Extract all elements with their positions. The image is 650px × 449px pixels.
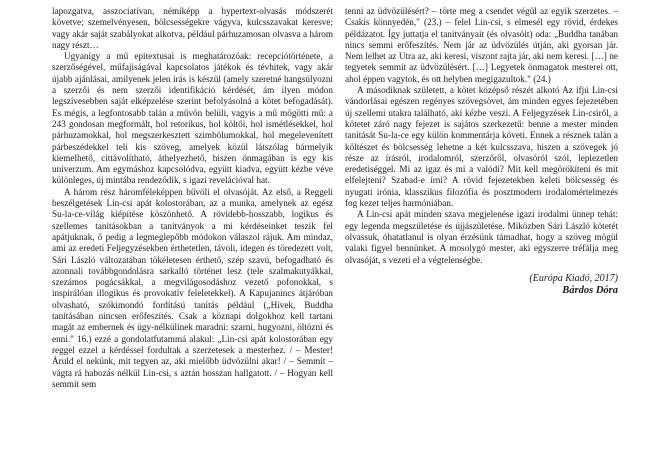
- right-column: [345, 6, 618, 297]
- paragraph: lapozgatva, asszociatívan, némiképp a hypertext-olvasás módszerét követve; szemelvényesen, bölcsességekre vágyva, kulcsszavakat keresve; vagy akár saját szabályokat alkotva, például párhuzamosan olvasva a három nagy részt…: [52, 6, 333, 50]
- paragraph: Ugyanígy a mű epitextusai is meghatározóak: recepciótörténete, a szerzőségével, műfajiságával kapcsolatos játékok és tévhitek, vagy akár újabb ajánlásai, amilyenek jelen írás is készül (amely szeretné hangsúlyozni a szerzői és nem szerzői identifikáció kérdését, ám ilyen módon legszívesebben saját elképzelése szerint befolyásolná a kötet befogadását). Es mégis, a legfontosabb talán a művön belüli, vagyis a mű mögötti mű: a 243 gondosan megformált, hol retorikus, hol költői, hol ismétlésekkel, hol párhuzamokkal, hol megszerkesztett szimbólumokkal, hol megelevenített párbeszédekkel teli kis szöveg, amelyek közül látszólag bármelyik kiemelhető, cittávolítható, áthelyezhető, hiszen önmagában is egy kis univerzum. Am egymáshoz kapcsolódva, együtt kiadva, együtt kézbe véve különleges, új mintába rendeződik, s igazi revelációval hat.: [52, 51, 333, 186]
- paragraph: A másodiknak született, a kötet középső részét alkotó Az ifjú Lin-csi vándorlásai egészen regényes szövegsövet, ám minden egyes fejezetében új szellemi utakra található, akí kézbe veszi. A Feljegyzések Lin-csiről, a kötetet záró nagy fejezet is sajátos szerkezetű: benne a mester minden tanítását Su-la-ce egy külön kommentárja követi. Ennek a résznek talán a költészet és bölcsesség lehetne a két kulcsszava, hiszen a szövegek jó része az írásról, irodalomról, szerzőről, olvasóról szól, leplezetlen eredetiséggel. Mi az igaz és mi a valódi? Mit kell megörökíteni és mit elfelejteni? Szabad-e írni? A rövid fejezetekben keleti bölcsesség és nyugati irónia, klasszikus filozófia és posztmodern irodalomértelmezés fog kezet teljes harmóniában.: [345, 85, 618, 209]
- left-column: [52, 6, 333, 390]
- paragraph: A három rész háromféleképpen bűvöli el olvasóját. Az első, a Reggeli beszélgetések Lin-csi apát kolostorában, az a munka, amelynek az egész Su-la-ce-világ kiépítése köszönhető. A rövidebb-hosszabb, logikus és szellemes tanításokban a tanítványok a mi kérdéseinket teszik fel apátjuknak, ő pedig a legmeglepőbb módokon válaszol rájuk. Am mindaz, ami az eredeti Feljegyzésekben érthetetlen, távoli, idegen és töredezett volt, Sári László változatában tökéletesen érthető, szép szavú, befogadható és azonnali továbbgondolásra sarkalló történet lesz (tele szalmakutyákkal, szezámos pogácsákkal, a megvilágosodáshoz vezető pofonokkal, s inspirálóan illogikus és provokatív feleletekkel). A Kapujanincs átjáróban olvasható, szókimondó fordítású tanítás például („Hívek, Buddha tanításában nincsen erőfeszítés. Csak a köznapi dolgokhoz kell tartani magát az embernek és ügy-nélkülinek maradni: szarni, hugyozni, öltözni és enni." 16.) ezzé a gondolatfutammá alakul: „Lin-csi apát kolostorában egy reggel ezzel a kérdéssel fordultak a szerzetesek a mesterhez. / – Mester! Áruld el nekünk, mit tegyen az, aki mielőbb üdvözülni akar! / – Semmit – vágta rá habozás nélkül Lin-csi, s aztán hosszan hallgatott. / – Hogyan kell semmit sem: [52, 186, 333, 389]
- paragraph: tenni az üdvözülésért? – törte meg a csendet végül az egyik szerzetes. – Csakis könnyedén," (23.) – felel Lin-csi, s elmesél egy rövid, érdekes példázatot. Így juttatja el tanítványait (és olvasóit) oda: „Buddha tanában nincs semmi erőfeszítés. Nem jár az üdvözülés útján, aki gyorsan jár. Nem lelhet az Utra az, aki keresi, viszont rajta jár, aki nem keresi. […] ne tegyetek semmit az üdvözülésért. […] Legyetek önmagatok mesterei ott, ahol éppen vagytok, és ott helyben megigazultok." (24.): [345, 6, 618, 84]
- publisher-line: (Európa Kiadó, 2017): [529, 272, 618, 284]
- author-name: Bárdos Dóra: [562, 284, 618, 296]
- paragraph: A Lin-csi apát minden szava megjelenése igazi irodalmi ünnep tehát: egy legenda megszületése és újjászületése. Miközben Sári László kötetét olvassuk, óhatatlanul is olyan érzésünk támadhat, hogy a szöveg mögül valaki figyel bennünket. A mosolygó mester, aki egyszerre tréfálja meg olvasóját, s vezeti el a végtelenségbe.: [345, 209, 618, 265]
